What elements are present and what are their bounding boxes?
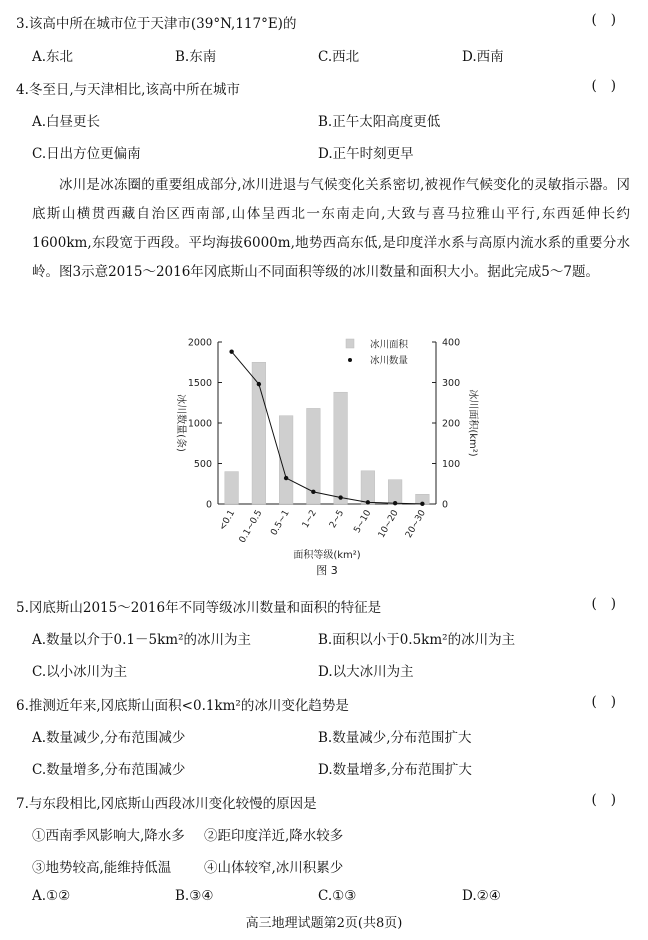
legend-bar-swatch bbox=[346, 339, 354, 348]
left-axis-title: 冰川数量(条) bbox=[175, 394, 186, 452]
right-tick-label: 100 bbox=[442, 459, 461, 470]
legend-count-label: 冰川数量 bbox=[370, 355, 409, 367]
left-tick-label: 2000 bbox=[187, 337, 212, 349]
area-bar bbox=[388, 480, 402, 504]
q7-statement-4: ④山体较窄,冰川积累少 bbox=[204, 860, 344, 876]
q5-answer-bracket: () bbox=[591, 596, 630, 612]
q3-stem: 3.该高中所在城市位于天津市(39°N,117°E)的 bbox=[16, 16, 297, 32]
count-point bbox=[284, 476, 288, 480]
q7-option-a: A.①② bbox=[32, 888, 71, 904]
count-point bbox=[393, 501, 397, 505]
q5-option-d: D.以大冰川为主 bbox=[318, 664, 414, 680]
area-bar bbox=[361, 471, 375, 504]
right-tick-label: 400 bbox=[442, 337, 461, 349]
q4-option-a: A.白昼更长 bbox=[32, 114, 101, 130]
right-tick-label: 200 bbox=[442, 418, 461, 430]
q4-stem: 4.冬至日,与天津相比,该高中所在城市 bbox=[16, 82, 240, 98]
count-point bbox=[311, 490, 315, 494]
q7-answer-bracket: () bbox=[591, 792, 630, 808]
legend-area-label: 冰川面积 bbox=[370, 339, 409, 351]
chart-labels bbox=[175, 338, 480, 578]
q3-option-d: D.西南 bbox=[462, 49, 504, 65]
q7-stem: 7.与东段相比,冈底斯山西段冰川变化较慢的原因是 bbox=[16, 796, 317, 812]
q4-answer-bracket: () bbox=[591, 78, 630, 94]
category-label: <0.1 bbox=[217, 508, 238, 533]
q5-option-c: C.以小冰川为主 bbox=[32, 664, 128, 680]
left-tick-label: 500 bbox=[193, 459, 212, 470]
glacier-chart bbox=[150, 328, 480, 578]
count-point bbox=[257, 382, 261, 386]
category-label: 2~5 bbox=[328, 508, 347, 530]
count-point bbox=[420, 502, 424, 506]
left-tick-label: 1000 bbox=[187, 418, 212, 430]
q7-option-c: C.①③ bbox=[318, 888, 357, 904]
right-axis-title: 冰川面积(km²) bbox=[467, 389, 478, 457]
category-label: 0.1~0.5 bbox=[237, 508, 265, 545]
q3-option-b: B.东南 bbox=[175, 49, 217, 65]
q3-answer-bracket: () bbox=[591, 12, 630, 28]
figure-caption: 图 3 bbox=[316, 564, 338, 577]
page-footer: 高三地理试题第2页(共8页) bbox=[245, 916, 403, 931]
category-label: 20~30 bbox=[404, 508, 428, 540]
x-axis-title: 面积等级(km²) bbox=[293, 550, 361, 561]
q4-option-c: C.日出方位更偏南 bbox=[32, 146, 141, 162]
q7-statement-2: ②距印度洋近,降水较多 bbox=[204, 828, 344, 844]
q7-statement-3: ③地势较高,能维持低温 bbox=[32, 860, 172, 876]
area-bars bbox=[225, 362, 429, 504]
q3-option-a: A.东北 bbox=[32, 49, 74, 65]
area-bar bbox=[334, 392, 348, 504]
right-tick-label: 300 bbox=[442, 378, 461, 389]
q5-stem: 5.冈底斯山2015～2016年不同等级冰川数量和面积的特征是 bbox=[16, 600, 382, 616]
q3-option-c: C.西北 bbox=[318, 49, 360, 65]
q6-option-b: B.数量减少,分布范围扩大 bbox=[318, 730, 472, 746]
reading-passage: 冰川是冰冻圈的重要组成部分,冰川进退与气候变化关系密切,被视作气候变化的灵敏指示器。冈底斯山横贯西藏自治区西南部,山体呈西北一东南走向,大致与喜马拉雅山平行,东西延伸长约1600km,东段宽于西段。平均海拔6000m,地势西高东低,是印度洋水系与高原内流水系的重要分水岭。图3示意2015～2016年冈底斯山不同面积等级的冰川数量和面积大小。据此完成5～7题。 bbox=[32, 177, 630, 280]
count-point bbox=[338, 495, 342, 499]
legend-line-swatch bbox=[348, 358, 352, 362]
q5-option-b: B.面积以小于0.5km²的冰川为主 bbox=[318, 632, 516, 648]
q6-stem: 6.推测近年来,冈底斯山面积<0.1km²的冰川变化趋势是 bbox=[16, 698, 349, 714]
q7-option-b: B.③④ bbox=[175, 888, 214, 904]
q4-option-b: B.正午太阳高度更低 bbox=[318, 114, 441, 130]
count-point bbox=[229, 350, 233, 354]
left-tick-label: 1500 bbox=[187, 378, 212, 389]
q7-statement-1: ①西南季风影响大,降水多 bbox=[32, 828, 185, 844]
q6-option-d: D.数量增多,分布范围扩大 bbox=[318, 762, 472, 778]
category-label: 5~10 bbox=[352, 508, 374, 535]
count-point bbox=[366, 500, 370, 504]
q7-option-d: D.②④ bbox=[462, 888, 501, 904]
q6-option-a: A.数量减少,分布范围减少 bbox=[32, 730, 186, 746]
q6-answer-bracket: () bbox=[591, 694, 630, 710]
category-label: 1~2 bbox=[300, 508, 319, 530]
q4-option-d: D.正午时刻更早 bbox=[318, 146, 414, 162]
q5-option-a: A.数量以介于0.1－5km²的冰川为主 bbox=[32, 632, 251, 648]
category-label: 10~20 bbox=[376, 508, 401, 540]
category-label: 0.5~1 bbox=[269, 508, 292, 538]
right-tick-label: 0 bbox=[442, 499, 449, 511]
area-bar bbox=[225, 472, 239, 504]
left-tick-label: 0 bbox=[205, 499, 212, 511]
q6-option-c: C.数量增多,分布范围减少 bbox=[32, 762, 186, 778]
